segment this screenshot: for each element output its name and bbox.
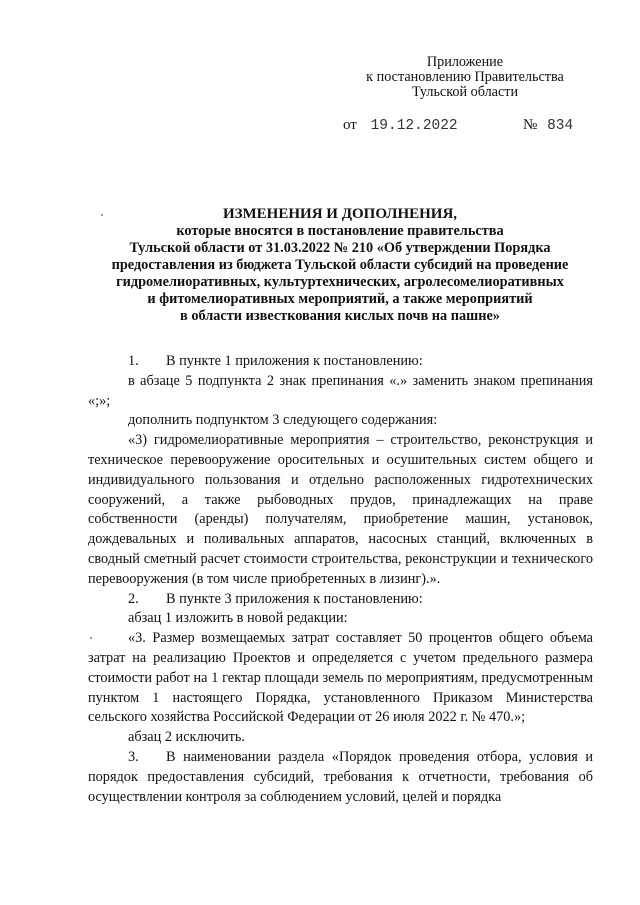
appendix-label: Приложение (426, 54, 504, 70)
list-item (88, 590, 593, 610)
item-number: 1. (128, 353, 139, 369)
title-line: в области известкования кислых почв на пашне» (180, 308, 500, 324)
date-prefix: от (343, 117, 357, 133)
date-value: 19.12.2022 (370, 118, 458, 134)
appendix-ref-line: к постановлению Правительства (366, 69, 564, 85)
paragraph: абзац 2 исключить. (128, 729, 245, 746)
appendix-header (330, 55, 600, 100)
paragraph: «3. Размер возмещаемых затрат составляет 50 процентов общего объема затрат на реализацию Проектов и определяется с учетом предельного размера стоимости работ на 1 гектар площади земель по мероприятиям, предусмотренным пунктом 1 настоящего Порядка, установленного Приказом Министерства сельского хозяйства Российской Федерации от 26 июля 2022 г. № 470.»; (88, 630, 593, 726)
paragraph: «3) гидромелиоративные мероприятия – строительство, реконструкция и техническое перевооружение оросительных и осушительных систем общего и индивидуального пользования и отдельно расположенных гидротехнических сооружений, а также рыбоводных прудов, принадлежащих на праве собственности (аренды) получателям, приобретение машин, установок, дождевальных и поливальных аппаратов, насосных станций, включенных в сводный сметный расчет стоимости строительства, реконструкции и технического перевооружения (в том числе приобретенных в лизинг).». (88, 432, 593, 587)
list-item (88, 352, 593, 372)
title-line: Тульской области от 31.03.2022 № 210 «Об утверждении Порядка (129, 240, 551, 256)
appendix-region-line: Тульской области (411, 84, 519, 100)
list-item (88, 748, 593, 807)
title-line: которые вносятся в постановление правительства (176, 223, 504, 239)
date-line (343, 117, 458, 134)
document-body (88, 352, 593, 807)
paragraph: дополнить подпунктом 3 следующего содержания: (128, 412, 438, 429)
item-text: В наименовании раздела «Порядок проведения отбора, условия и порядок предоставления субсидий, требования к отчетности, требования об осуществлении контроля за соблюдением условий, целей и порядка (88, 748, 593, 805)
title-heading: ИЗМЕНЕНИЯ И ДОПОЛНЕНИЯ, (222, 206, 458, 222)
title-line: предоставления из бюджета Тульской области субсидий на проведение (111, 257, 569, 273)
title-line: гидромелиоративных, культуртехнических, агролесомелиоративных (116, 274, 564, 290)
number-value: 834 (547, 118, 574, 134)
number-line (523, 117, 573, 134)
item-text: В пункте 1 приложения к постановлению: (166, 353, 423, 369)
paragraph: в абзаце 5 подпункта 2 знак препинания «.» заменить знаком препинания «;»; (88, 372, 593, 409)
paragraph: абзац 1 изложить в новой редакции: (128, 610, 348, 627)
item-text: В пункте 3 приложения к постановлению: (166, 590, 423, 607)
title-line: и фитомелиоративных мероприятий, а также мероприятий (147, 291, 533, 307)
number-prefix: № (523, 117, 538, 133)
item-number: 3. (128, 748, 139, 765)
item-number: 2. (128, 590, 139, 607)
scan-mark (90, 637, 92, 639)
document-title (90, 206, 590, 325)
